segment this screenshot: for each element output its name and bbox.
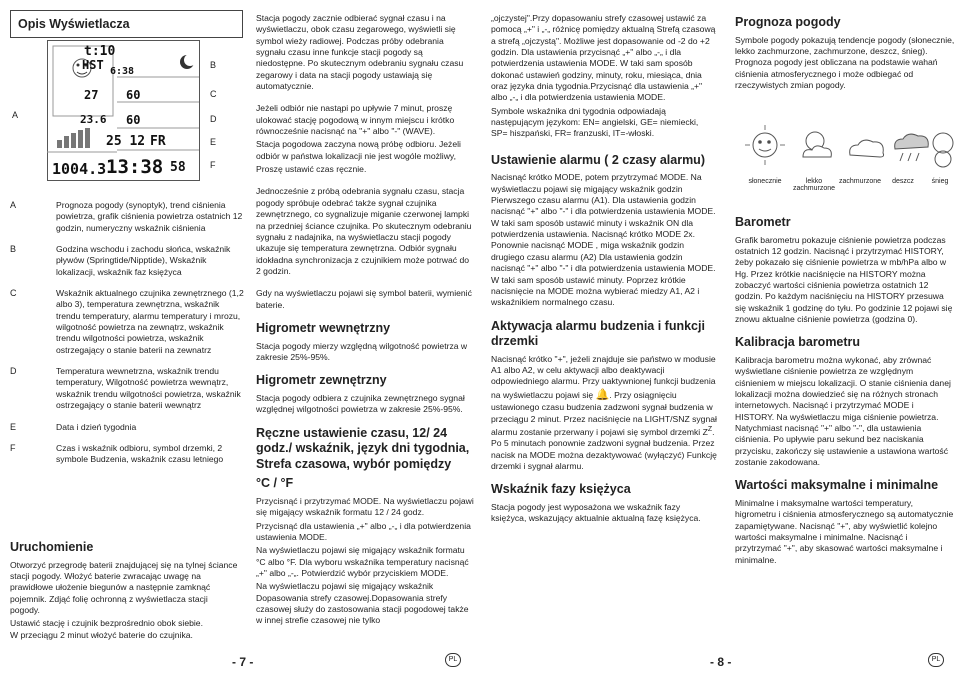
c4-wartosci: Minimalne i maksymalne wartości temperatury, higrometru i ciśnienia atmosferycznego są automatycznie zapamiętywane. Nacisnąć "+", aby wyświetlić kolejno wartości maksymalne i minimalne. Nacisnąć i przytrzymać "+", aby skasować wartości maksymalne i minimalne. — [735, 498, 954, 565]
c2-reczne2: Przycisnąć dla ustawienia „+" albo „-„ i dla potwierdzenia ustawienia MODE. — [256, 520, 471, 543]
uruchomienie-text-3: W przeciągu 2 minut włożyć baterie do czujnika. — [10, 629, 193, 640]
c2-reczne4: Na wyświetlaczu pojawi się migający wskaźnik Dopasowania strefy czasowej.Dopasowania strefy czasowej służy do zastosowania stacji pogodowej także w innej strefie czasowej nie tylko — [256, 581, 469, 626]
heading-faza: Wskaźnik fazy księżyca — [491, 482, 631, 497]
lcd-temp-out: 27 — [84, 88, 99, 102]
uruchomienie-section — [10, 536, 240, 643]
column-4b — [735, 205, 955, 568]
c2-reczne1: Przycisnąć i przytrzymać MODE. Na wyświetlaczu pojawi się migający wskaźnik formatu 12 / 24 godz. — [256, 496, 474, 518]
key-row-e: E Data i dzień tygodnia — [10, 421, 137, 432]
key-row-c: C Wskaźnik aktualnego czujnika zewnętrznego (1,2 albo 3), temperatura zewnętrzna, wskaźnik trendu temperatury, alarmu temperatury i mrozu, wilgotność powietrza na zewnątrz, wskaźnik trendu wilgotności powietrza, wskaźnik ostrzegający o stanie baterii na zewnatrz — [10, 288, 244, 355]
c3-p2: Symbole wskaźnika dni tygodnia odpowiadają następującym językom: EN= angielski, GE= niemiecki, SP= hiszpański, FR= franzuski, IT=-włoski. — [491, 105, 699, 139]
column-2 — [256, 13, 474, 629]
lcd-date: 25 12 — [106, 134, 146, 149]
column-4 — [735, 13, 955, 93]
page-title: Opis Wyświetlacza — [10, 10, 243, 38]
heading-prognoza: Prognoza pogody — [735, 15, 841, 29]
key-table — [10, 200, 244, 476]
c4-kalibracja: Kalibracja barometru można wykonać, aby zrównać wyświetlane ciśnienie powietrza ze względnym ciśnieniem w miejscu lokalizacji. O stanie ciśnienia danej lokalizacji można dowiedzieć się na różnych stronach internetowych. Nacisnąć i przytrzymać MODE i HISTORY. Na wyświetlaczu miga ciśnienie powietrza. Natychmiast nacisnąć "+" albo "-", dla ustawienia ciśnienia. Po upływie paru sekund bez naciskania przycisku, zakończy się ustawienie a ustawiona wartość zostanie zakodowana. — [735, 355, 951, 468]
lcd-day: FR — [150, 134, 166, 149]
diagram-label-d: D — [210, 114, 217, 124]
c2-reczne3: Na wyświetlaczu pojawi się migający wskaźnik formatu °C albo °F. Dla wyboru wskaźnika temperatury nacisnąć „+" albo „-„. Potwierdzić wybór przyciskiem MODE. — [256, 545, 469, 579]
c3-akt3: . Po 5 minutach ponownie zadzwoni sygnał budzenia. Przez nacisk na MODE można dezaktywować (wyłączyć) Funkcję drzemki i sygnał alarmu. — [491, 426, 717, 471]
page-number-7: - 7 - — [232, 655, 254, 669]
pl-badge-left: PL — [445, 653, 461, 667]
c2-p3: Stacja pogodowa zaczyna nową próbę odbioru. Jeżeli odbiór w państwa lokalizacji nie jest wogóle możliwy, — [256, 139, 461, 161]
uruchomienie-text: Otworzyć przegrodę baterii znajdującej się na tylnej ściance stacji pogody. Włożyć baterie zwracając uwagę na prawidłowe ułożenie biegunów a następnie zamknąć pojemnik. Zdjąć folię ochronną z wyświetlacza stacji pogody. — [10, 559, 238, 615]
diagram-label-f: F — [210, 160, 216, 170]
icon-label-snieg: śnieg — [931, 178, 949, 185]
c4-barometr: Grafik barometru pokazuje ciśnienie powietrza podczas ostatnich 12 godzin. Nacisnąć i przytrzymać HISTORY, żeby pokazało się ciśnienie powietrza w mb/hPa albo w Hg. Przez krótkie naciśnięcie na HISTORY można zobaczyć wartości ciśnienia powietrza ostatnich 12 godzin. Po każdym naciśnięciu na HISTORY przesuwa się wskaźnik 1 godzinę do tyłu. Po godzinie 12 pojawi się znowu aktualne ciśnienie powietrza (godzina 0). — [735, 234, 953, 325]
heading-alarm: Ustawienie alarmu ( 2 czasy alarmu) — [491, 152, 705, 167]
lcd-seconds: 58 — [170, 160, 186, 175]
heading-wartosci: Wartości maksymalne i minimalne — [735, 478, 939, 493]
uruchomienie-heading: Uruchomienie — [10, 540, 94, 554]
weather-icons — [745, 115, 955, 175]
bell-icon: 🔔 — [595, 388, 610, 401]
key-row-d: D Temperatura wewnetrzna, wskaźnik trendu temperatury, Wilgotność powietrza wewnątrz, wskaźnik trendu wilgotności powietrza, wskaźnik ostrzegający o stanie baterii wewnątrz — [10, 366, 241, 411]
heading-reczne: Ręczne ustawienie czasu, 12/ 24 godz./ wskaźnik, język dni tygodnia, Strefa czasowa, wybór pomiędzy — [256, 425, 470, 471]
icon-label-slonecznie: słonecznie — [748, 178, 782, 185]
key-row-f: F Czas i wskaźnik odbioru, symbol drzemki, 2 symbole Budzenia, wskaźnik czasu letniego — [10, 442, 224, 465]
c2-p1: Stacja pogody zacznie odbierać sygnał czasu i na wyświetlaczu, obok czasu zegarowego, wyświetli się symbol wieży radiowej. Podczas próby odebrania sygnału czasu inne funkcje stacji pogody są niedostępne. Po skutecznym odebraniu sygnału czasu zegarowy i data na stacji pogody ustawiają się automatycznie. — [256, 13, 464, 92]
c3-alarm: Nacisnąć krótko MODE, potem przytrzymać MODE. Na wyświetlaczu pojawi się migający wskaźnik godzin Pierwszego czasu alarmu (A1). Dla ustawienia godzin nacisnąć "+" albo "-" i dla potwierdzenia ustawienia MODE. W taki sam sposób ustawić minuty i wskaźnik ON dla potwierdzenia ustawienia. Nacisnąć krótko MODE 2x. Ponownie nacisnąć MODE , miga wskaźnik godzin drugiego czasu alarmu (A2) Dla ustawienia godzin nacisnąć "+" albo "-" i dla potwierdzenia ustawienia MODE. W taki sam sposób ustawić minuty. Poprzez krótkie nacisnięcie na MODE można wybierać miedzy A1, A2 i wskaźnikiem normalnego czasu. — [491, 172, 716, 308]
heading-kalibracja: Kalibracja barometru — [735, 335, 861, 350]
lcd-humidity-in: 60 — [126, 113, 141, 127]
lcd-tide: HST — [82, 58, 104, 72]
c2-p6: Gdy na wyświetlaczu pojawi się symbol baterii, wymienić baterie. — [256, 288, 472, 310]
uruchomienie-text-2: Ustawić stację i czujnik bezprośrednio obok siebie. — [10, 618, 203, 629]
c3-p1: „ojczystej".Przy dopasowaniu strefy czasowej ustawić za pomocą „+" i „-„ różnicę pomiędzy aktualną Strefą czasową a strefą „ojczystą". Możliwe jest dopasowanie od -2 do +2 godzin. Dla ustawienia przycisnąć „+" albo „-„ i dla potwierdzenia ustawienia MODE. W taki sam sposób dokonać ustawień godziny, minuty, roku, miesiąca, dnia oraz języka dnia tygodnia.Przycisnąć dla ustawienia „+" albo „-„ i dla potwierdzenia ustawienia MODE. — [491, 13, 716, 103]
heading-cf: °C / °F — [256, 476, 294, 491]
column-3 — [491, 13, 717, 527]
lcd-humidity-out: 60 — [126, 88, 141, 102]
c2-zew: Stacja pogody odbiera z czujnika zewnętrznego sygnał względnej wilgotności powietrza w zakresie 25%-95%. — [256, 392, 465, 415]
zz-superscript: Z — [707, 426, 713, 434]
icon-label-deszcz: deszcz — [892, 178, 914, 185]
key-row-a: A Prognoza pogody (synoptyk), trend ciśnienia powietrza, grafik ciśnienia powietrza ostatnich 12 godzin, numeryczny wskaźnik ciśnienia — [10, 200, 243, 233]
heading-higrometr-zew: Higrometr zewnętrzny — [256, 373, 387, 388]
c2-p4: Proszę ustawić czas ręcznie. — [256, 164, 367, 175]
c4-prognoza: Symbole pogody pokazują tendencje pogody (słonecznie, lekko zachmurzone, zachmurzone, deszcz, śnieg). Prognoza pogody jest obliczana na podstawie wahań ciśnienia atmosferycznego i może odbiegać od rzeczywistych zmian pogody. — [735, 34, 955, 90]
lcd-pressure: 1004.3 — [52, 160, 107, 178]
diagram-label-a: A — [12, 110, 19, 120]
heading-higrometr-wew: Higrometr wewnętrzny — [256, 320, 391, 335]
pl-badge-right: PL — [928, 653, 944, 667]
diagram-label-c: C — [210, 89, 217, 99]
c2-p5: Jednocześnie z próbą odebrania sygnału czasu, stacja pogody spróbuje odebrać także sygnał czujnika zewnętrznego, co sygnalizuje miganie czerwonej lampki na przedniej ściance czujnika. Po skutecznym odebraniu sygnału z nadajnika, na wyświetlaczu stacji pogody ukazuje się temperatura zewnętrzna. Odbiór sygnału idokładna synchronizacja z czujnikiem może potrwać do 2 godzin. — [256, 186, 472, 276]
lcd-sun-time: 6:38 — [110, 66, 135, 77]
c2-p2: Jeżeli odbiór nie nastąpi po upływie 7 minut, proszę ulokować stację pogodową w innym miejscu i krótko równocześnie nacisnąć na "+" albo "-" (WAVE). — [256, 103, 455, 137]
icon-label-zachmurzone: zachmurzone — [838, 178, 882, 185]
c3-akt1: Nacisnąć krótko "+", jeżeli znajduje sie państwo w modusie A1 albo A2, w celu aktywacji albo deaktywacji odpowiedniego alarmu. Przy uaktywnionej funkcji budzenia na wyświetlaczu pojawi się — [491, 353, 716, 400]
diagram-label-b: B — [210, 60, 217, 70]
icon-label-lekko: lekko zachmurzone — [793, 178, 836, 192]
page-number-8: - 8 - — [710, 655, 732, 669]
heading-aktywacja: Aktywacja alarmu budzenia i funkcji drzemki — [491, 318, 705, 349]
diagram-label-e: E — [210, 137, 217, 147]
c2-wew: Stacja pogody mierzy względną wilgotność powietrza w zakresie 25%-95%. — [256, 340, 468, 362]
lcd-temp-in: 23.6 — [80, 113, 107, 126]
c3-akt2: . Przy osiągnięciu ustawionego czasu budzenia zadzwoni sygnał budzenia w przeciągu 2 minut. Przez naciśnięcie na LIGHT/SNZ sygnał alarmu zostanie przerwany i pojawi się symbol drzemki Z — [491, 389, 717, 437]
c3-faza: Stacja pogody jest wyposażona we wskaźnik fazy księżyca, wskazujący aktualnie aktualną fazę księżyca. — [491, 501, 701, 524]
key-row-b: B Godzina wschodu i zachodu słońca, wskaźnik pływów (Springtide/Nipptide), Wskaźnik lokalizacji, wskaźnik faz księżyca — [10, 244, 231, 277]
heading-barometr: Barometr — [735, 215, 791, 229]
lcd-clock: 13:38 — [106, 156, 164, 178]
lcd-time1: t:10 — [84, 44, 116, 59]
